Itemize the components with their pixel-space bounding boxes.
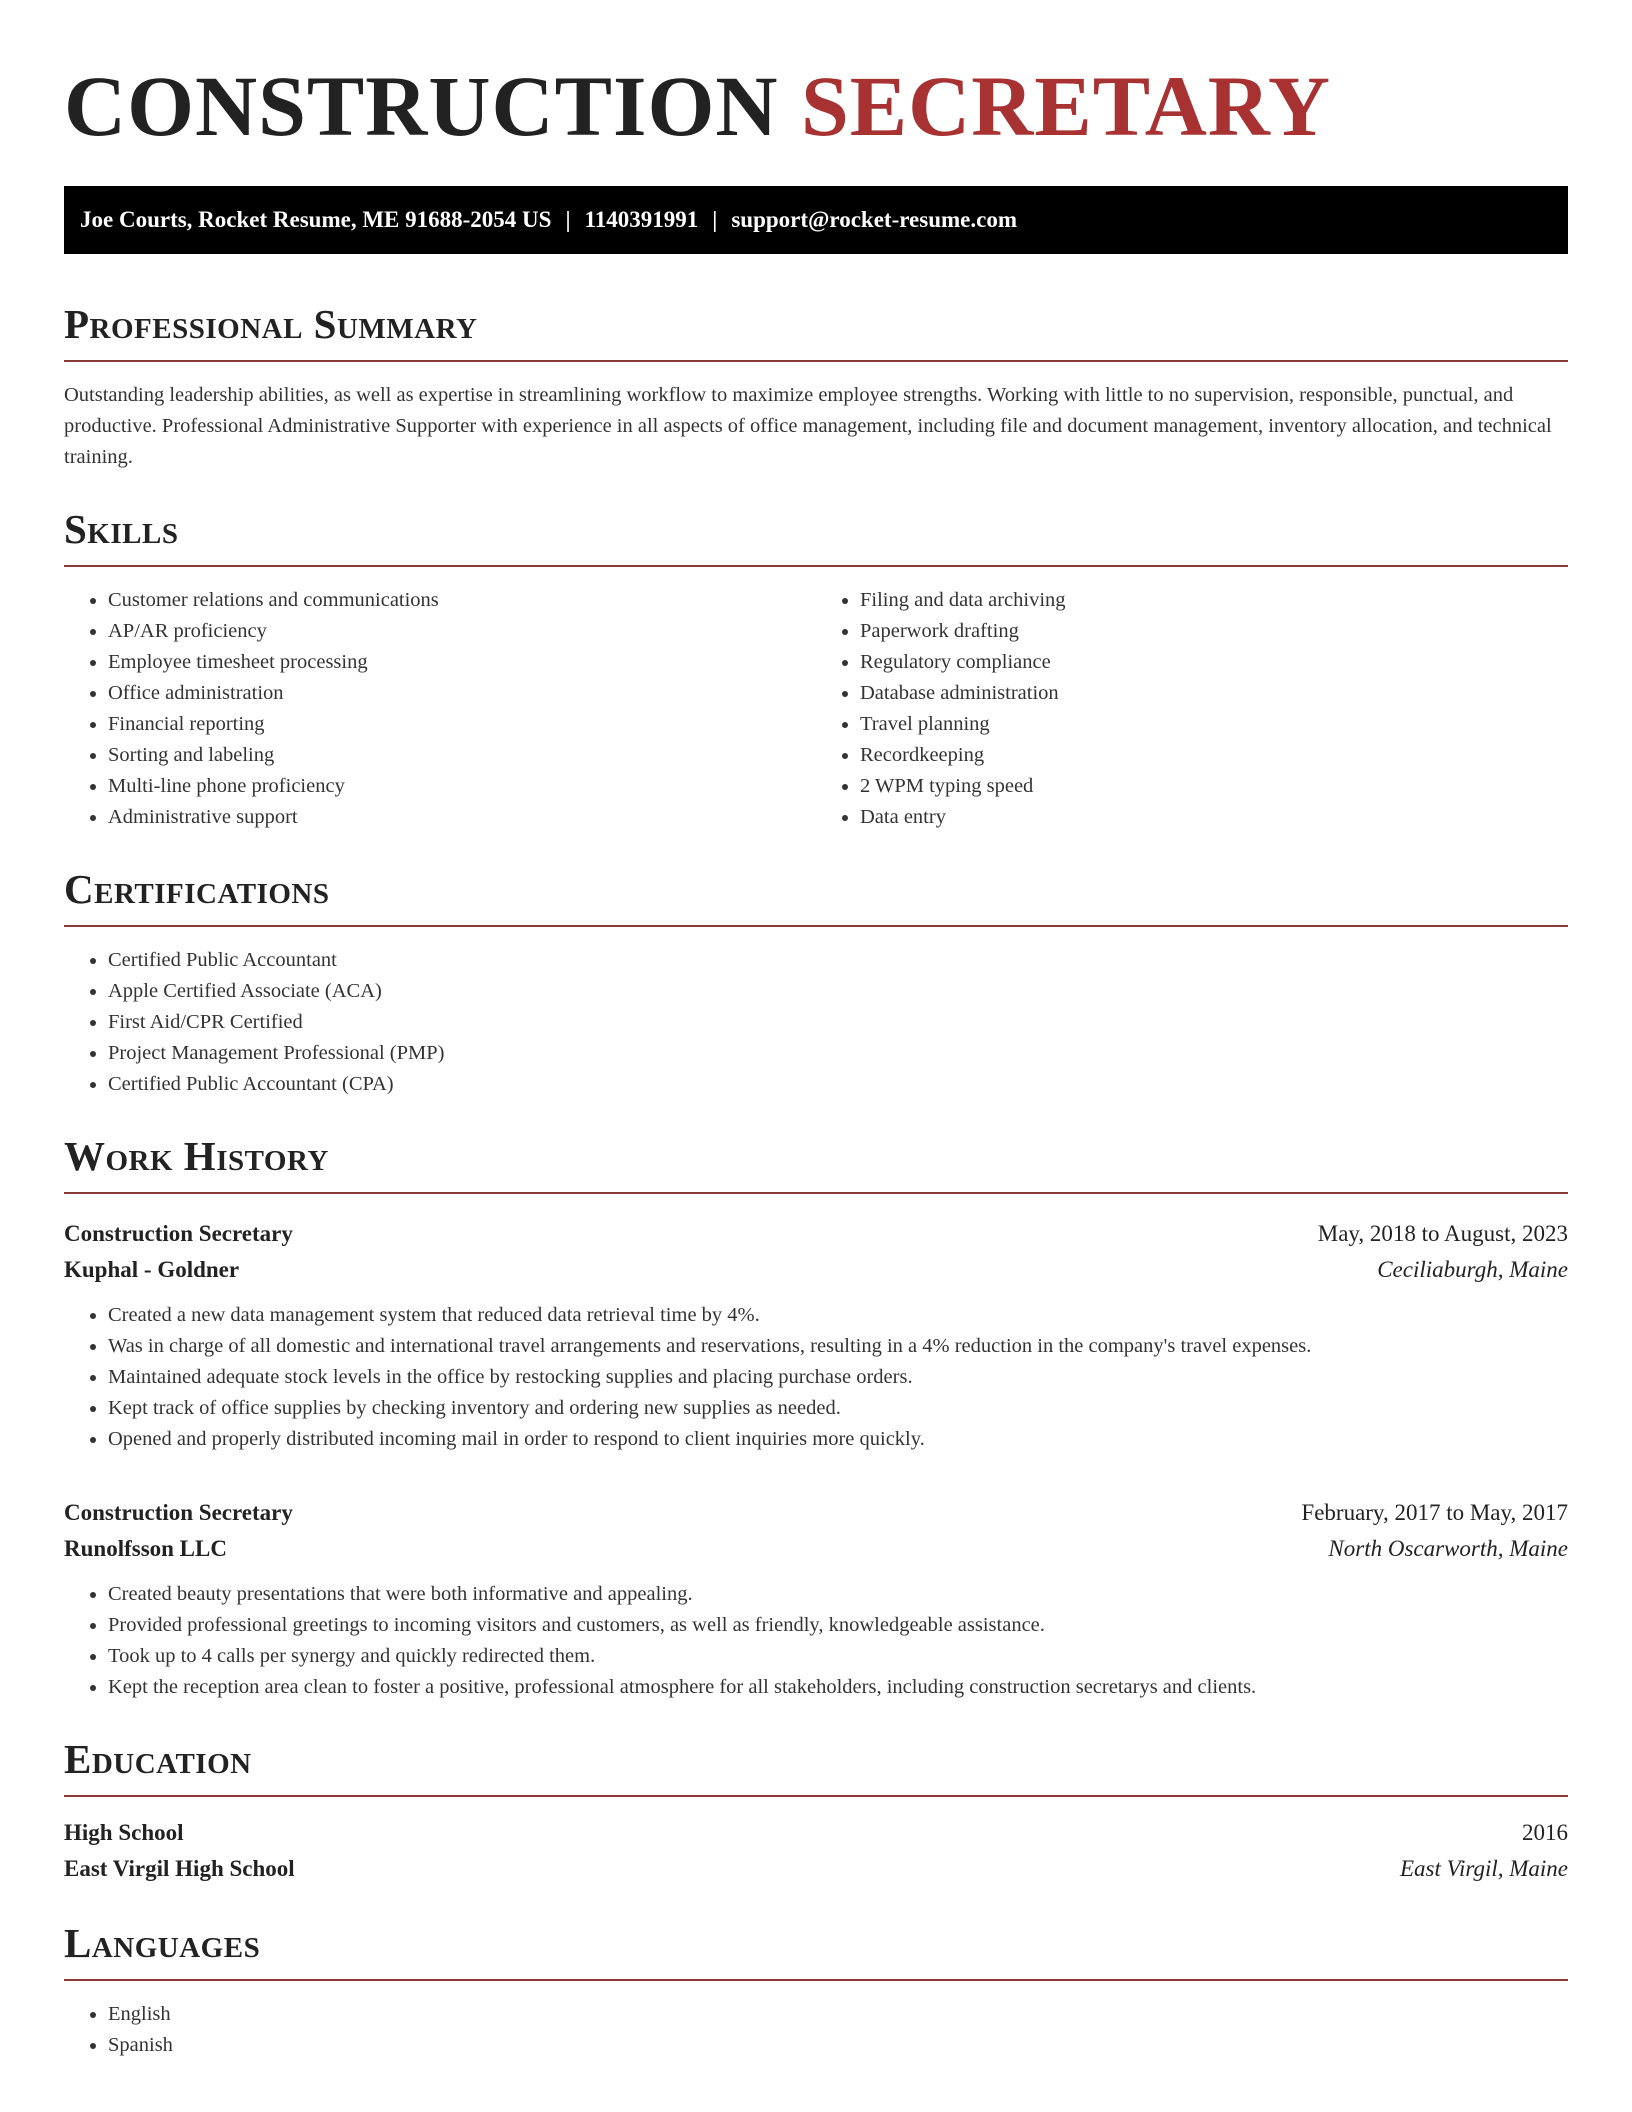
contact-phone: 1140391991 <box>584 207 699 232</box>
job-title: Construction Secretary <box>64 1221 293 1246</box>
job-bullets <box>64 1300 1568 1455</box>
certification-item: • First Aid/CPR Certified <box>108 1007 1568 1038</box>
skill-item: • Office administration <box>108 678 816 709</box>
contact-separator: | <box>712 207 718 232</box>
job-bullet: • Kept the reception area clean to foster a positive, professional atmosphere for all stakeholders, including construction secretarys and clients. <box>108 1672 1568 1703</box>
certification-item: • Certified Public Accountant <box>108 945 1568 976</box>
skill-item: • Sorting and labeling <box>108 740 816 771</box>
skills-heading: Skills <box>64 503 1568 567</box>
skills-list-left <box>64 585 816 833</box>
job-dates: February, 2017 to May, 2017 <box>1301 1500 1568 1525</box>
job-location: North Oscarworth, Maine <box>1328 1536 1568 1561</box>
job-title-row <box>64 1216 1568 1252</box>
contact-separator: | <box>565 207 571 232</box>
certifications-list <box>64 945 1568 1100</box>
skill-item: • AP/AR proficiency <box>108 616 816 647</box>
skill-item: • Data entry <box>860 802 1568 833</box>
job-bullet: • Created a new data management system that reduced data retrieval time by 4%. <box>108 1300 1568 1331</box>
contact-email[interactable]: support@rocket-resume.com <box>731 207 1017 232</box>
contact-address: Joe Courts, Rocket Resume, ME 91688-2054 US <box>80 207 552 232</box>
job-bullet: • Was in charge of all domestic and international travel arrangements and reservations, resulting in a 4% reduction in the company's travel expenses. <box>108 1331 1568 1362</box>
job-bullet: • Took up to 4 calls per synergy and quickly redirected them. <box>108 1641 1568 1672</box>
education-heading: Education <box>64 1733 1568 1797</box>
job-bullet: • Created beauty presentations that were both informative and appealing. <box>108 1579 1568 1610</box>
skill-item: • Recordkeeping <box>860 740 1568 771</box>
skill-item: • Administrative support <box>108 802 816 833</box>
job-entry <box>64 1495 1568 1703</box>
job-bullet: • Provided professional greetings to incoming visitors and customers, as well as friendly, knowledgeable assistance. <box>108 1610 1568 1641</box>
skills-list-right <box>816 585 1568 833</box>
certification-item: • Project Management Professional (PMP) <box>108 1038 1568 1069</box>
education-school-row <box>64 1851 1568 1887</box>
skill-item: • Travel planning <box>860 709 1568 740</box>
job-bullets <box>64 1579 1568 1703</box>
language-item: • English <box>108 1999 1568 2030</box>
education-degree: High School <box>64 1820 184 1845</box>
skill-item: • Database administration <box>860 678 1568 709</box>
certification-item: • Apple Certified Associate (ACA) <box>108 976 1568 1007</box>
job-bullet: • Maintained adequate stock levels in the office by restocking supplies and placing purchase orders. <box>108 1362 1568 1393</box>
education-entry <box>64 1815 1568 1887</box>
skill-item: • Financial reporting <box>108 709 816 740</box>
job-dates: May, 2018 to August, 2023 <box>1317 1221 1568 1246</box>
job-company: Runolfsson LLC <box>64 1536 227 1561</box>
job-bullet: • Kept track of office supplies by checking inventory and ordering new supplies as needed. <box>108 1393 1568 1424</box>
contact-bar <box>64 186 1568 254</box>
skill-item: • Paperwork drafting <box>860 616 1568 647</box>
certification-item: • Certified Public Accountant (CPA) <box>108 1069 1568 1100</box>
job-bullet: • Opened and properly distributed incoming mail in order to respond to client inquiries more quickly. <box>108 1424 1568 1455</box>
education-degree-row <box>64 1815 1568 1851</box>
languages-list <box>64 1999 1568 2061</box>
job-entry <box>64 1216 1568 1455</box>
job-title-row <box>64 1495 1568 1531</box>
education-year: 2016 <box>1522 1820 1568 1845</box>
skill-item: • Regulatory compliance <box>860 647 1568 678</box>
title-main: CONSTRUCTION <box>64 58 779 154</box>
resume-title <box>64 0 1568 156</box>
job-company: Kuphal - Goldner <box>64 1257 240 1282</box>
skill-item: • Employee timesheet processing <box>108 647 816 678</box>
education-school: East Virgil High School <box>64 1856 295 1881</box>
language-item: • Spanish <box>108 2030 1568 2061</box>
skill-item: • Multi-line phone proficiency <box>108 771 816 802</box>
skill-item: • 2 WPM typing speed <box>860 771 1568 802</box>
languages-heading: Languages <box>64 1917 1568 1981</box>
skill-item: • Filing and data archiving <box>860 585 1568 616</box>
job-title: Construction Secretary <box>64 1500 293 1525</box>
summary-heading: Professional Summary <box>64 298 1568 362</box>
job-location: Ceciliaburgh, Maine <box>1377 1257 1568 1282</box>
work-history-heading: Work History <box>64 1130 1568 1194</box>
summary-text: Outstanding leadership abilities, as well as expertise in streamlining workflow to maximize employee strengths. Working with little to no supervision, responsible, punctual, and productive. Professional Administrative Supporter with experience in all aspects of office management, including file and document management, inventory allocation, and technical training. <box>64 384 1552 468</box>
job-company-row <box>64 1531 1568 1567</box>
skill-item: • Customer relations and communications <box>108 585 816 616</box>
job-company-row <box>64 1252 1568 1288</box>
title-accent: SECRETARY <box>800 58 1331 154</box>
certifications-heading: Certifications <box>64 863 1568 927</box>
education-location: East Virgil, Maine <box>1399 1856 1568 1881</box>
skills-grid <box>64 567 1568 833</box>
